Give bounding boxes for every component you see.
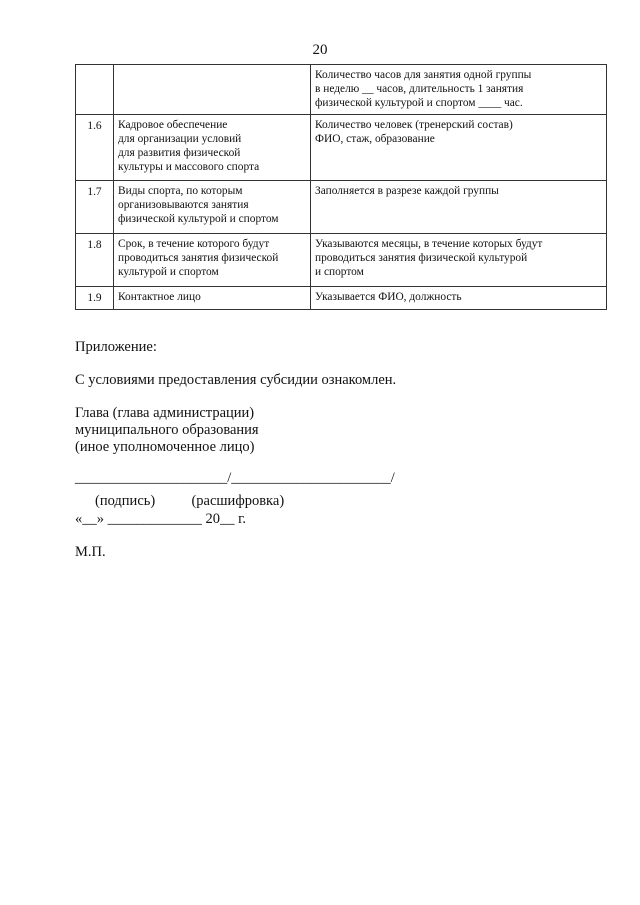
row-value: Указываются месяцы, в течение которых будут проводиться занятия физической культурой и спортом xyxy=(311,234,607,287)
row-value: Заполняется в разрезе каждой группы xyxy=(311,181,607,234)
table-row xyxy=(76,181,607,234)
row-number: 1.7 xyxy=(76,181,114,234)
table-row xyxy=(76,65,607,115)
row-label: Виды спорта, по которым организовываются занятия физической культурой и спортом xyxy=(114,181,311,234)
table-row xyxy=(76,234,607,287)
row-number xyxy=(76,65,114,115)
row-label xyxy=(114,65,311,115)
table-row xyxy=(76,115,607,181)
signature-captions: (подпись) (расшифровка) xyxy=(95,493,285,509)
row-number: 1.9 xyxy=(76,287,114,310)
row-label: Срок, в течение которого будут проводиться занятия физической культурой и спортом xyxy=(114,234,311,287)
acknowledgement-text: С условиями предоставления субсидии ознакомлен. xyxy=(75,372,397,388)
stamp-label: М.П. xyxy=(75,544,106,560)
row-value: Количество часов для занятия одной группы в неделю __ часов, длительность 1 занятия физической культурой и спортом ____ час. xyxy=(311,65,607,115)
row-number: 1.8 xyxy=(76,234,114,287)
row-label: Кадровое обеспечение для организации условий для развития физической культуры и массового спорта xyxy=(114,115,311,181)
application-table xyxy=(75,64,607,310)
row-number: 1.6 xyxy=(76,115,114,181)
signature-line: _____________________/______________________/ xyxy=(75,470,395,486)
row-label: Контактное лицо xyxy=(114,287,311,310)
attachment-label: Приложение: xyxy=(75,339,157,355)
row-value: Указывается ФИО, должность xyxy=(311,287,607,310)
signatory-block: Глава (глава администрации) муниципального образования (иное уполномоченное лицо) xyxy=(75,405,259,455)
date-line: «__» _____________ 20__ г. xyxy=(75,511,247,527)
row-value: Количество человек (тренерский состав) ФИО, стаж, образование xyxy=(311,115,607,181)
page-number: 20 xyxy=(312,42,328,58)
table-row xyxy=(76,287,607,310)
